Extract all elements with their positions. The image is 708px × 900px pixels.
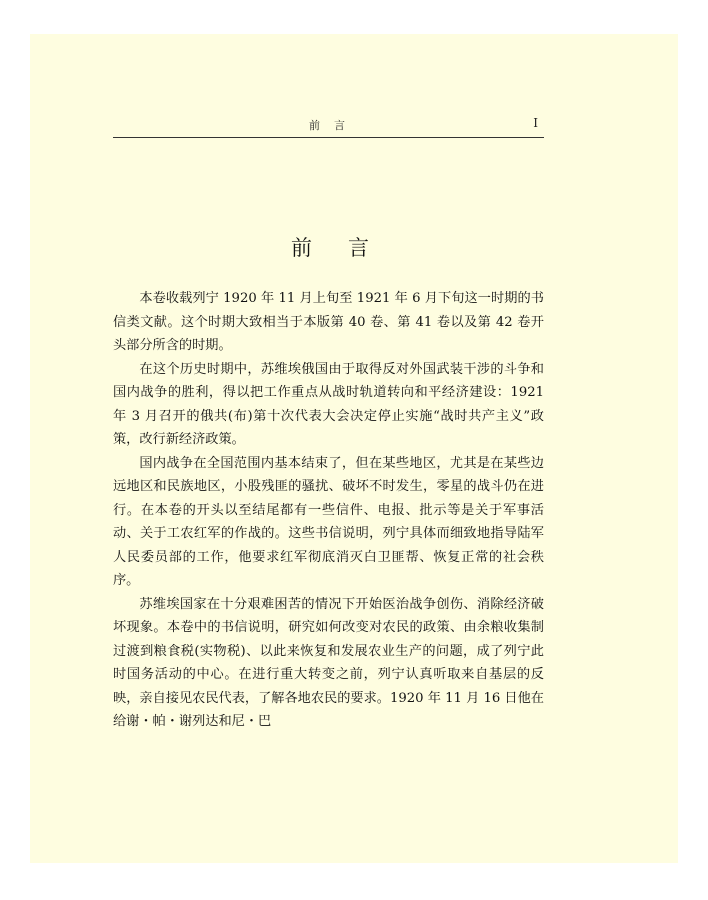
running-title: 前言 [309, 119, 359, 132]
paragraph: 在这个历史时期中，苏维埃俄国由于取得反对外国武装干涉的斗争和国内战争的胜利，得以把工作重点从战时轨道转向和平经济建设：1921 年 3 月召开的俄共(布)第十次代表大会决定停止实施“战时共产主义”政策，改行新经济政策。 [113, 361, 544, 447]
paragraph: 苏维埃国家在十分艰难困苦的情况下开始医治战争创伤、消除经济破坏现象。本卷中的书信说明，研究如何改变对农民的政策、由余粮收集制过渡到粮食税(实物税)、以此来恢复和发展农业生产的问题，成了列宁此时国务活动的中心。在进行重大转变之前，列宁认真听取来自基层的反映，亲自接见农民代表，了解各地农民的要求。1920 年 11 月 16 日他在给谢・帕・谢列达和尼・巴 [113, 596, 544, 729]
paragraph: 国内战争在全国范围内基本结束了，但在某些地区，尤其是在某些边远地区和民族地区，小股残匪的骚扰、破坏不时发生，零星的战斗仍在进行。在本卷的开头以至结尾都有一些信件、电报、批示等是关于军事活动、关于工农红军的作战的。这些书信说明，列宁具体而细致地指导陆军人民委员部的工作，他要求红军彻底消灭白卫匪帮、恢复正常的社会秩序。 [113, 455, 544, 588]
paragraph: 本卷收载列宁 1920 年 11 月上旬至 1921 年 6 月下旬这一时期的书信类文献。这个时期大致相当于本版第 40 卷、第 41 卷以及第 42 卷开头部分所含的时期。 [113, 291, 544, 353]
body-text [113, 287, 544, 734]
chapter-title: 前言 [291, 236, 405, 260]
page-number: I [533, 116, 538, 130]
running-header [113, 116, 544, 138]
